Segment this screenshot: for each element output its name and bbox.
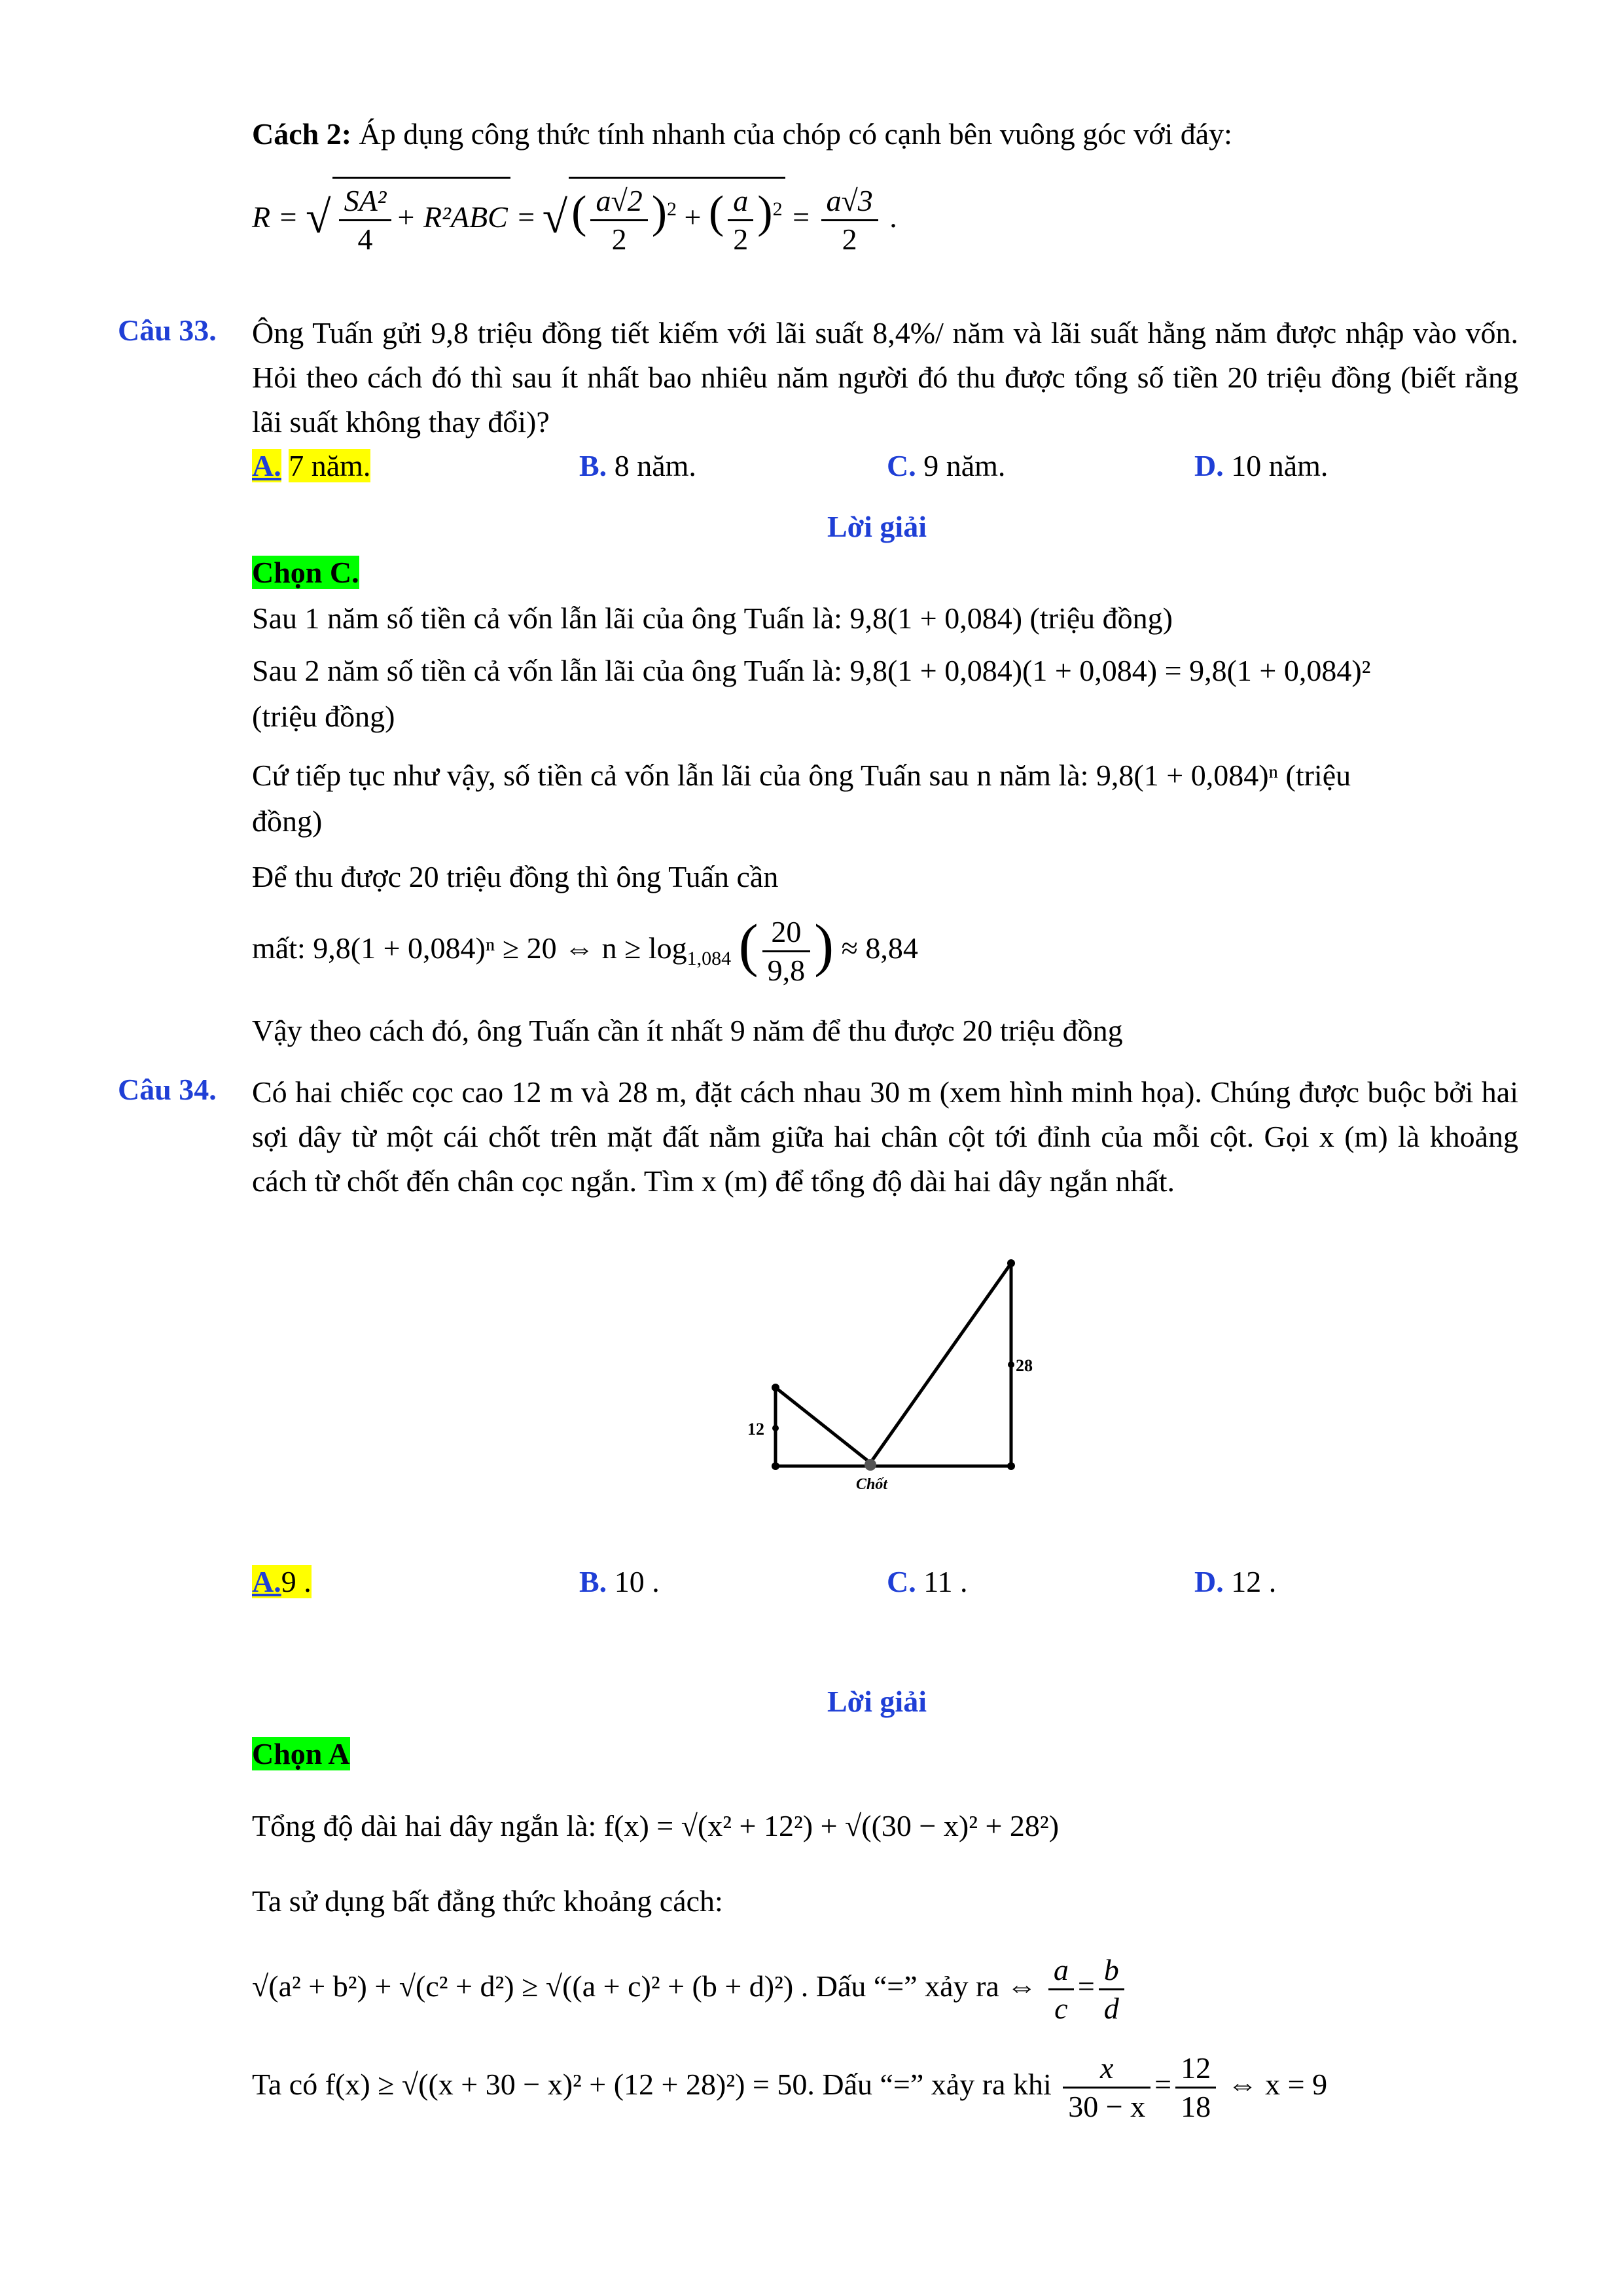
formula-inner2-num: a: [728, 183, 753, 221]
formula-plus: +: [684, 200, 702, 234]
q34-solution-title: Lời giải: [827, 1685, 927, 1718]
method2-label: Cách 2:: [252, 117, 352, 151]
q34-line-4-d1: 30 − x: [1068, 2089, 1146, 2123]
formula-eq1: =: [518, 200, 535, 234]
poles-figure: [733, 1257, 1099, 1518]
q33-line-7-den: 9,8: [767, 953, 806, 987]
q34-option-b[interactable]: [579, 1564, 660, 1599]
q33-line-7-pre: mất: 9,8(1 + 0,084)ⁿ ≥ 20 ⇔ n ≥ log: [252, 931, 687, 965]
q34-option-a[interactable]: [252, 1564, 312, 1599]
q34-option-a-text: 9 .: [281, 1565, 312, 1598]
q33-line-7-post: ≈ 8,84: [841, 931, 918, 965]
pin-label: Chốt: [856, 1476, 888, 1493]
q34-label: Câu 34.: [118, 1073, 217, 1106]
q33-option-b-text: 8 năm.: [614, 449, 696, 482]
method2-text: Áp dụng công thức tính nhanh của chóp có cạnh bên vuông góc với đáy:: [359, 117, 1232, 151]
q33-label: Câu 33.: [118, 314, 217, 347]
q33-line-7-sub: 1,084: [687, 948, 732, 969]
q33-choice-text: Chọn C.: [252, 556, 359, 589]
long-rope: [870, 1263, 1011, 1463]
formula-res-den: 2: [842, 223, 857, 256]
q34-option-c[interactable]: [887, 1564, 968, 1599]
formula-term1-den: 4: [357, 223, 373, 256]
q34-line-1: Tổng độ dài hai dây ngắn là: f(x) = √(x² + 12²) + √((30 − x)² + 28²): [252, 1809, 1060, 1842]
q34-line-4-post: ⇔ x = 9: [1227, 2068, 1328, 2101]
q33-line-1: Sau 1 năm số tiền cả vốn lẫn lãi của ông Tuấn là: 9,8(1 + 0,084) (triệu đồng): [252, 601, 1173, 635]
formula-end: .: [889, 200, 897, 234]
q34-line-3-n2: b: [1099, 1952, 1124, 1990]
q33-option-b-letter: B.: [579, 449, 607, 482]
q34-text: Có hai chiếc cọc cao 12 m và 28 m, đặt cách nhau 30 m (xem hình minh họa). Chúng được buộc bởi hai sợi dây từ một cái chốt trên mặt đất nằm giữa hai chân cột tới đỉnh của mỗi cột. Gọi x (m) là khoảng cách từ chốt đến chân cọc ngắn. Tìm x (m) để tổng độ dài hai dây ngắn nhất.: [252, 1075, 1518, 1198]
q33-line-4: Cứ tiếp tục như vậy, số tiền cả vốn lẫn lãi của ông Tuấn sau n năm là: 9,8(1 + 0,084)ⁿ (triệu: [252, 759, 1351, 792]
formula-inner1-den: 2: [611, 223, 627, 256]
q34-option-b-text: 10 .: [614, 1565, 660, 1598]
q33-choice: [252, 553, 359, 592]
q33-line-6: Để thu được 20 triệu đồng thì ông Tuấn cần: [252, 860, 779, 893]
q34-line-3-n1: a: [1048, 1952, 1074, 1990]
q33-option-c-text: 9 năm.: [923, 449, 1006, 482]
q33-line-7: mất: 9,8(1 + 0,084)ⁿ ≥ 20 ⇔ $n \ge \log_{1,084}$ ( $\frac{20}{9,8}$ ) ≈ 8,84: [252, 906, 918, 998]
short-pole-label: 12: [747, 1420, 764, 1439]
formula-res-num: a√3: [821, 183, 878, 221]
q33-solution-title: Lời giải: [827, 510, 927, 543]
q34-option-d-letter: D.: [1194, 1565, 1224, 1598]
q34-line-4-pre: Ta có f(x) ≥ √((x + 30 − x)² + (12 + 28)²) = 50. Dấu “=” xảy ra khi: [252, 2068, 1052, 2101]
q33-option-d-text: 10 năm.: [1231, 449, 1329, 482]
formula-term2: + R²ABC: [395, 200, 508, 234]
formula-eq2: =: [793, 200, 810, 234]
formula-lhs: R =: [252, 200, 298, 234]
method2-formula: R = √ $\frac{\text{SA²}}{4}$ + R²ABC = √( $\frac{a√2}{2}$ )$^2$ + ( $\frac{a}{2}$ )$^2$ = $\frac{a√3}{2}$ .: [252, 177, 897, 258]
q33-option-c-letter: C.: [887, 449, 916, 482]
q34-line-2: Ta sử dụng bất đẳng thức khoảng cách:: [252, 1884, 723, 1918]
q34-line-4-n2: 12: [1175, 2050, 1216, 2089]
method2-paragraph: [252, 115, 1232, 154]
pin-point: [865, 1459, 876, 1471]
q34-option-d[interactable]: [1194, 1564, 1276, 1599]
q33-text: Ông Tuấn gửi 9,8 triệu đồng tiết kiếm với lãi suất 8,4%/ năm và lãi suất hằng năm được nhập vào vốn. Hỏi theo cách đó thì sau ít nhất bao nhiêu năm người đó thu được tổng số tiền 20 triệu đồng (biết rằng lãi suất không thay đổi)?: [252, 316, 1518, 439]
q34-line-4-d2: 18: [1181, 2089, 1211, 2123]
short-pole-base: [772, 1462, 779, 1470]
q33-line-3: (triệu đồng): [252, 700, 395, 733]
q33-option-a-letter: A.: [252, 449, 281, 482]
q34-line-3-pre: √(a² + b²) + √(c² + d²) ≥ √((a + c)² + (b + d)²) . Dấu “=” xảy ra ⇔: [252, 1969, 1037, 2003]
q33-line-2: Sau 2 năm số tiền cả vốn lẫn lãi của ông Tuấn là: 9,8(1 + 0,084)(1 + 0,084) = 9,8(1 + 0,084)²: [252, 654, 1371, 687]
q33-option-d-letter: D.: [1194, 449, 1224, 482]
q34-option-b-letter: B.: [579, 1565, 607, 1598]
q33-line-7-num: 20: [762, 914, 811, 952]
q34-option-a-letter: A.: [252, 1565, 281, 1598]
q33-option-d[interactable]: [1194, 448, 1328, 483]
formula-term1-num: SA²: [339, 183, 392, 221]
short-rope: [776, 1388, 870, 1463]
tall-pole-top: [1007, 1259, 1015, 1267]
q33-option-c[interactable]: [887, 448, 1005, 483]
q34-line-4-n1: x: [1063, 2050, 1150, 2089]
q34-choice: [252, 1734, 350, 1774]
tall-pole-base: [1007, 1462, 1015, 1470]
q33-line-5: đồng): [252, 804, 323, 838]
q33-option-a-text: 7 năm.: [289, 449, 371, 482]
q34-line-3-d1: c: [1054, 1991, 1068, 2025]
formula-inner1-num: a√2: [590, 183, 647, 221]
q34-option-c-text: 11 .: [923, 1565, 968, 1598]
q34-line-3: √(a² + b²) + √(c² + d²) ≥ √((a + c)² + (b + d)²) . Dấu “=” xảy ra ⇔ $\frac{a}{c}$ = $\frac{b}{d}$: [252, 1947, 1128, 2027]
formula-inner2-den: 2: [733, 223, 749, 256]
tall-pole-label: 28: [1016, 1356, 1033, 1375]
q34-option-c-letter: C.: [887, 1565, 916, 1598]
q34-choice-text: Chọn A: [252, 1737, 350, 1770]
q33-line-8: Vậy theo cách đó, ông Tuấn cần ít nhất 9 năm để thu được 20 triệu đồng: [252, 1014, 1123, 1047]
q34-option-d-text: 12 .: [1231, 1565, 1277, 1598]
q33-option-a[interactable]: [252, 448, 370, 483]
short-pole-top: [772, 1384, 779, 1391]
q34-line-3-d2: d: [1103, 1991, 1119, 2025]
q33-option-b[interactable]: [579, 448, 696, 483]
q34-line-4: Ta có f(x) ≥ √((x + 30 − x)² + (12 + 28)²) = 50. Dấu “=” xảy ra khi $\frac{x}{30 - x}$ = $\frac{12}{18}$ ⇔ x = 9: [252, 2045, 1327, 2125]
